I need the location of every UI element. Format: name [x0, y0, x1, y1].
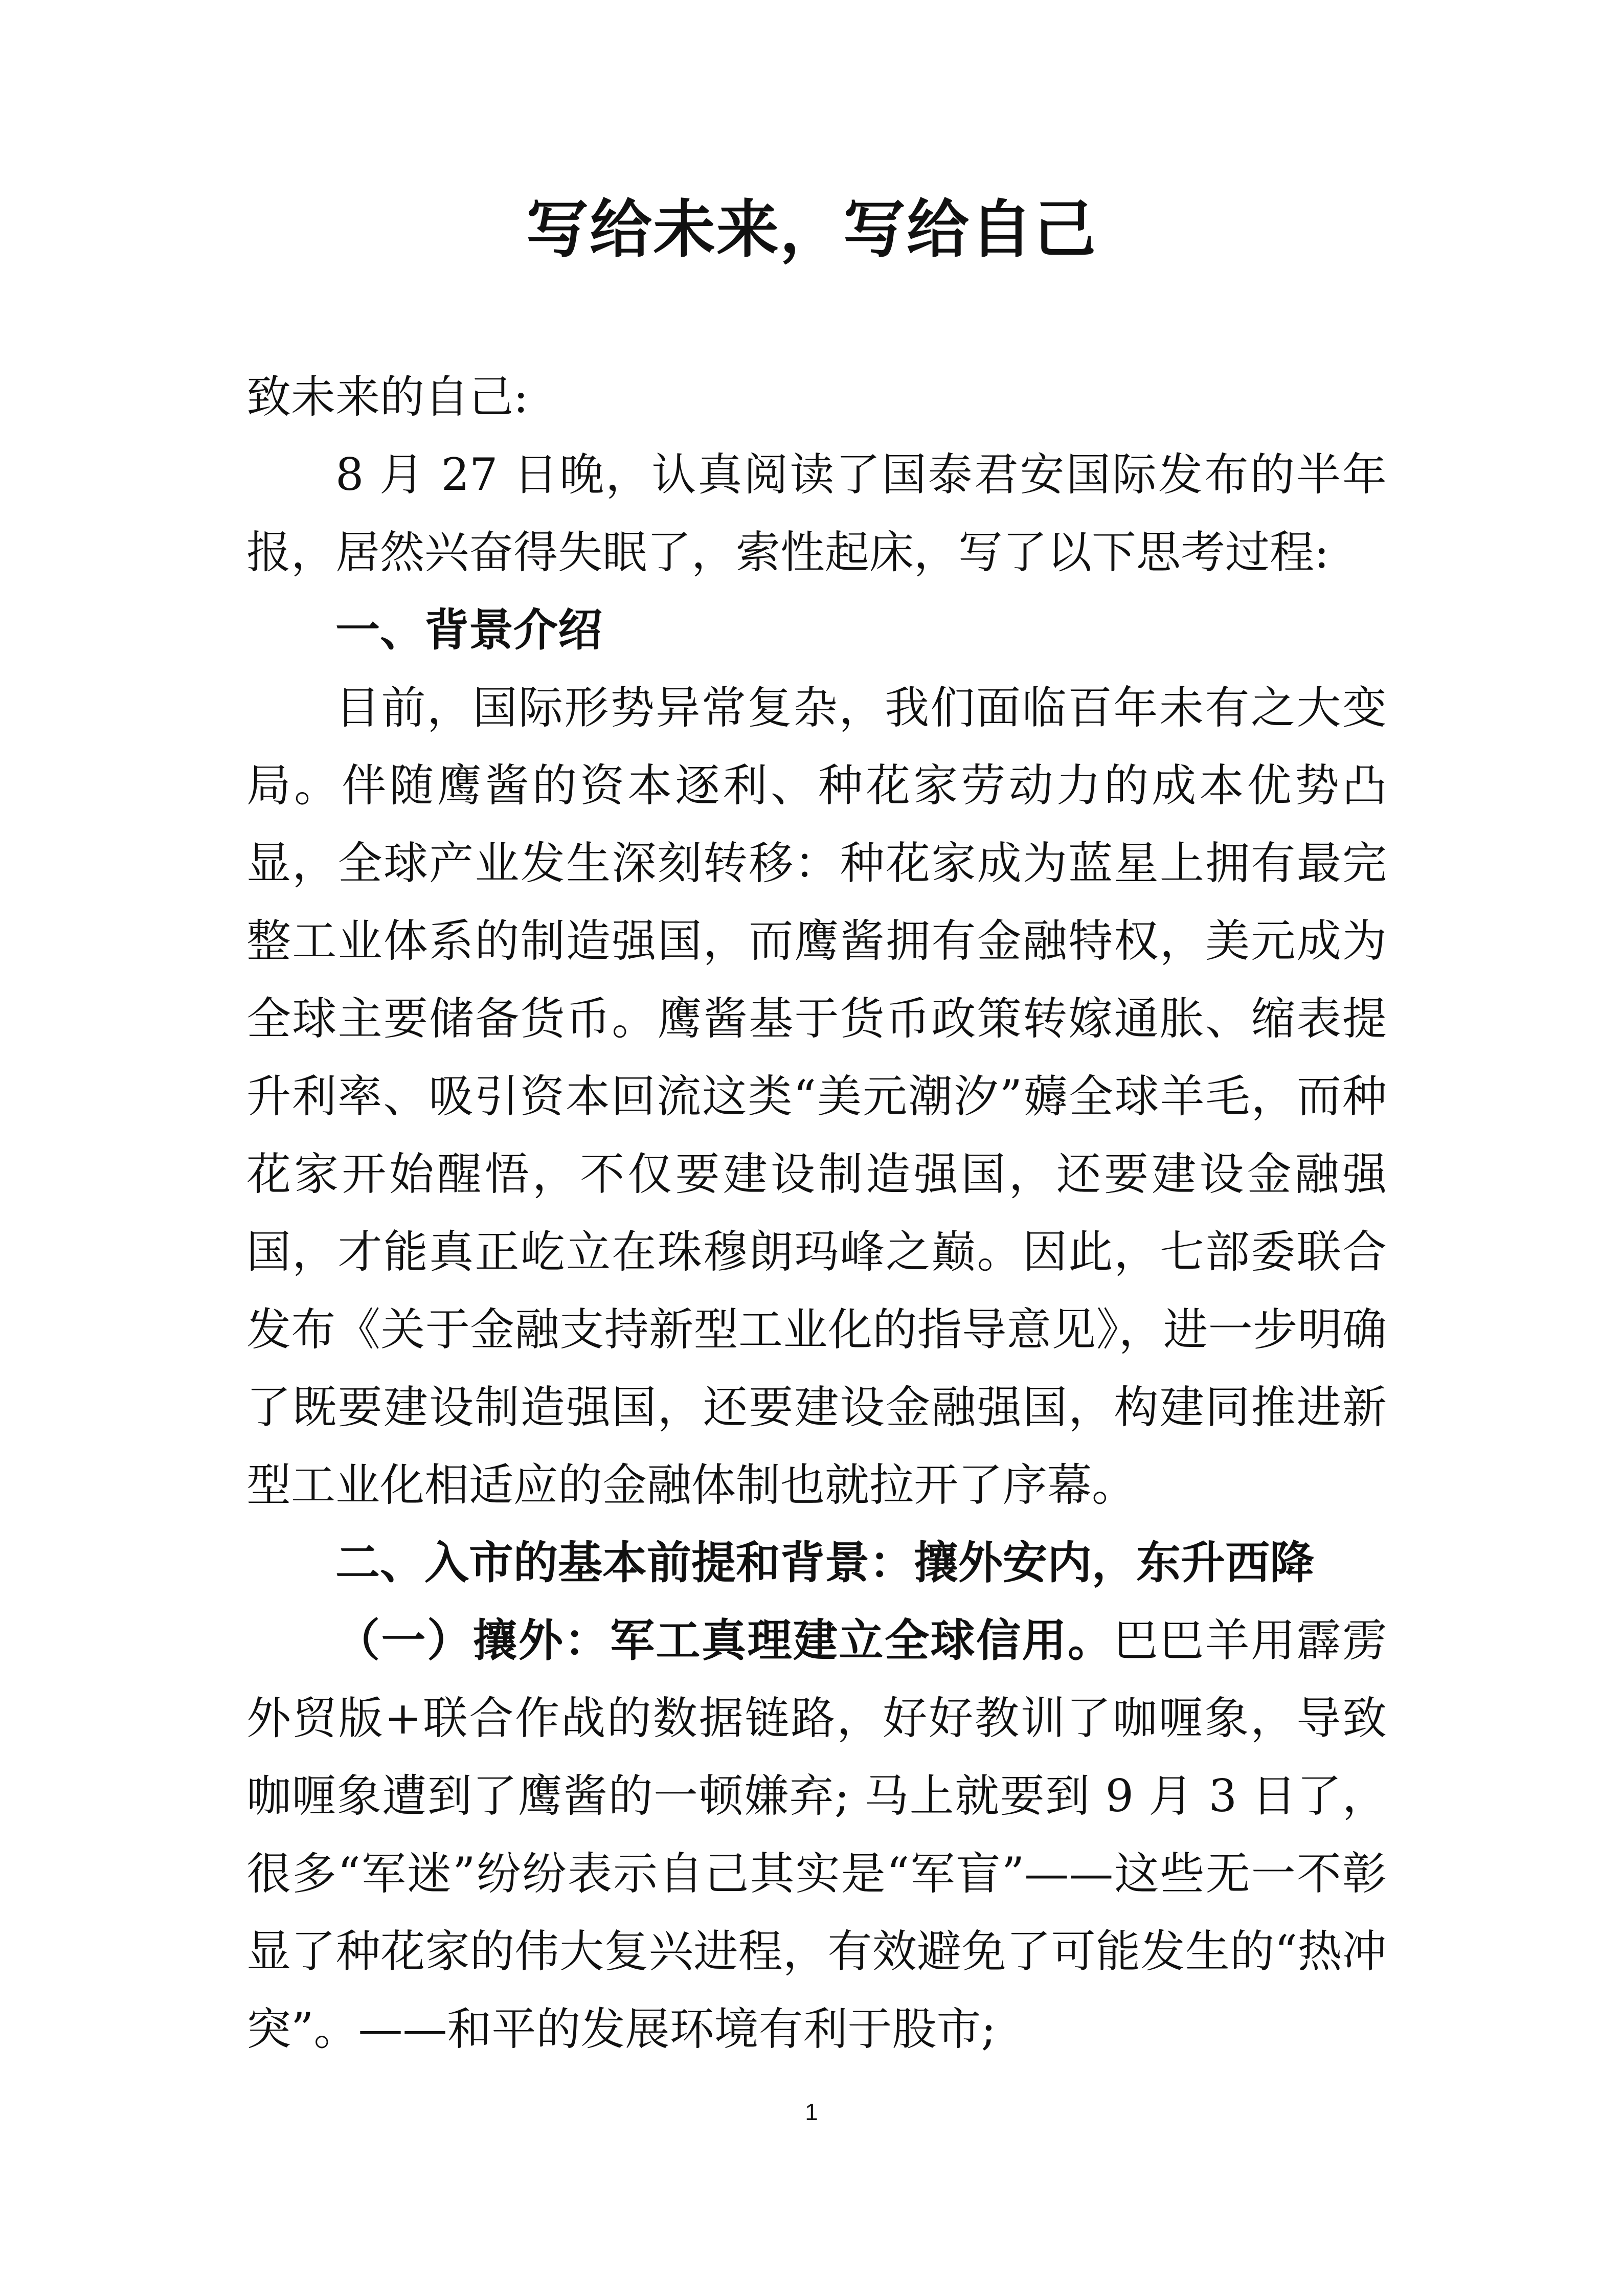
document-body: [246, 358, 1387, 2068]
section-2-subsection-1: [246, 1602, 1387, 2068]
section-1-heading: 一、背景介绍: [335, 603, 602, 656]
intro-paragraph: 8 月 27 日晚，认真阅读了国泰君安国际发布的半年报，居然兴奋得失眠了，索性起床，写了以下思考过程:: [246, 448, 1387, 578]
subsection-1-heading: （一）攘外：军工真理建立全球信用。: [335, 1614, 1114, 1667]
subsection-1-text: 巴巴羊用霹雳外贸版+联合作战的数据链路，好好教训了咖喱象，导致咖喱象遭到了鹰酱的一顿嫌弃; 马上就要到 9 月 3 日了，很多“军迷”纷纷表示自己其实是“军盲”——这些无一不彰显了种花家的伟大复兴进程，有效避免了可能发生的“热冲突”。——和平的发展环境有利于股市;: [246, 1614, 1387, 2055]
document-title: 写给未来，写给自己: [526, 192, 1097, 266]
section-2-heading: 二、入市的基本前提和背景：攘外安内，东升西降: [335, 1536, 1314, 1589]
salutation: 致未来的自己:: [246, 371, 529, 423]
section-1-paragraph: 目前，国际形势异常复杂，我们面临百年未有之大变局。伴随鹰酱的资本逐利、种花家劳动力的成本优势凸显，全球产业发生深刻转移：种花家成为蓝星上拥有最完整工业体系的制造强国，而鹰酱拥有金融特权，美元成为全球主要储备货币。鹰酱基于货币政策转嫁通胀、缩表提升利率、吸引资本回流这类“美元潮汐”薅全球羊毛，而种花家开始醒悟，不仅要建设制造强国，还要建设金融强国，才能真正屹立在珠穆朗玛峰之巅。因此，七部委联合发布《关于金融支持新型工业化的指导意见》，进一步明确了既要建设制造强国，还要建设金融强国，构建同推进新型工业化相适应的金融体制也就拉开了序幕。: [246, 682, 1387, 1511]
page-number: 1: [805, 2099, 818, 2125]
